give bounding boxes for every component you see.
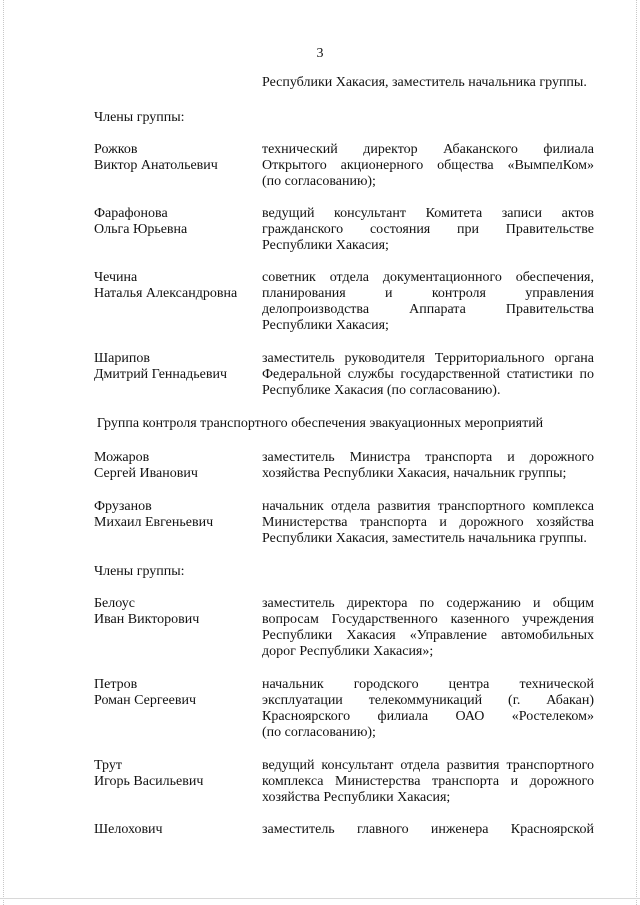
member-position — [262, 758, 594, 806]
member-position — [262, 822, 594, 838]
bottom-page-edge — [0, 898, 640, 899]
position-line: ведущий консультант Комитета записи актов — [262, 206, 594, 221]
position-line: Открытого акционерного общества «ВымпелКом» — [262, 158, 594, 173]
member-given-name: Виктор Анатольевич — [94, 158, 218, 173]
member-position — [262, 677, 594, 741]
position-line: планирования и контроля управления — [262, 286, 594, 301]
member-surname: Петров — [94, 677, 138, 692]
member-position — [262, 142, 594, 190]
member-given-name: Дмитрий Геннадьевич — [94, 367, 227, 382]
member-given-name: Наталья Александровна — [94, 286, 238, 301]
member-given-name: Ольга Юрьевна — [94, 222, 188, 237]
position-line: Республике Хакасия (по согласованию). — [262, 383, 501, 398]
position-line: хозяйства Республики Хакасия; — [262, 790, 451, 805]
member-surname: Рожков — [94, 142, 138, 157]
position-line: Республики Хакасия; — [262, 238, 389, 253]
member-name — [94, 270, 259, 302]
member-given-name: Роман Сергеевич — [94, 693, 196, 708]
member-name — [94, 677, 259, 709]
position-line: (по согласованию); — [262, 174, 376, 189]
member-name — [94, 450, 259, 482]
member-name — [94, 142, 259, 174]
position-line: Республики Хакасия; — [262, 318, 389, 333]
position-line: гражданского состояния при Правительстве — [262, 222, 594, 237]
page-number: 3 — [316, 46, 324, 61]
position-line: заместитель руководителя Территориального органа — [262, 351, 594, 366]
position-line: хозяйства Республики Хакасия, начальник группы; — [262, 466, 567, 481]
member-given-name: Михаил Евгеньевич — [94, 515, 214, 530]
member-name — [94, 758, 259, 790]
member-surname: Фрузанов — [94, 499, 152, 514]
position-line: заместитель главного инженера Красноярской — [262, 822, 594, 837]
member-surname: Можаров — [94, 450, 150, 465]
position-line: технический директор Абаканского филиала — [262, 142, 594, 157]
section-title: Группа контроля транспортного обеспечения эвакуационных мероприятий — [96, 416, 544, 431]
member-name — [94, 499, 259, 531]
position-line: Красноярского филиала ОАО «Ростелеком» — [262, 709, 594, 724]
member-surname: Шарипов — [94, 351, 150, 366]
position-line: начальник городского центра технической — [262, 677, 594, 692]
member-position — [262, 450, 594, 482]
position-line: Республики Хакасия «Управление автомобильных — [262, 628, 594, 643]
member-name — [94, 822, 259, 838]
member-name — [94, 351, 259, 383]
member-name — [94, 206, 259, 238]
member-surname: Чечина — [94, 270, 138, 285]
member-given-name: Игорь Васильевич — [94, 774, 204, 789]
member-name — [94, 596, 259, 628]
position-line: вопросам Государственного казенного учреждения — [262, 612, 594, 627]
position-line: Министерства транспорта и дорожного хозяйства — [262, 515, 594, 530]
member-surname: Фарафонова — [94, 206, 168, 221]
member-position — [262, 206, 594, 254]
continuation-text: Республики Хакасия, заместитель начальника группы. — [262, 75, 587, 90]
member-surname: Шелохович — [94, 822, 163, 837]
member-position — [262, 596, 594, 660]
member-surname: Белоус — [94, 596, 135, 611]
members-heading: Члены группы: — [94, 564, 185, 579]
left-page-edge — [3, 0, 4, 905]
member-given-name: Иван Викторович — [94, 612, 200, 627]
member-given-name: Сергей Иванович — [94, 466, 198, 481]
position-line: заместитель директора по содержанию и общим — [262, 596, 594, 611]
position-line: дорог Республики Хакасия»; — [262, 644, 434, 659]
right-page-edge — [636, 0, 637, 905]
position-line: советник отдела документационного обеспечения, — [262, 270, 594, 285]
position-line: эксплуатации телекоммуникаций (г. Абакан) — [262, 693, 594, 708]
position-line: заместитель Министра транспорта и дорожного — [262, 450, 594, 465]
member-position — [262, 270, 594, 334]
position-line: начальник отдела развития транспортного комплекса — [262, 499, 594, 514]
position-line: (по согласованию); — [262, 725, 376, 740]
members-heading: Члены группы: — [94, 110, 185, 125]
member-surname: Трут — [94, 758, 122, 773]
position-line: Федеральной службы государственной статистики по — [262, 367, 594, 382]
position-line: комплекса Министерства транспорта и дорожного — [262, 774, 594, 789]
position-line: Республики Хакасия, заместитель начальника группы. — [262, 531, 587, 546]
member-position — [262, 499, 594, 547]
position-line: делопроизводства Аппарата Правительства — [262, 302, 594, 317]
member-position — [262, 351, 594, 399]
position-line: ведущий консультант отдела развития транспортного — [262, 758, 594, 773]
